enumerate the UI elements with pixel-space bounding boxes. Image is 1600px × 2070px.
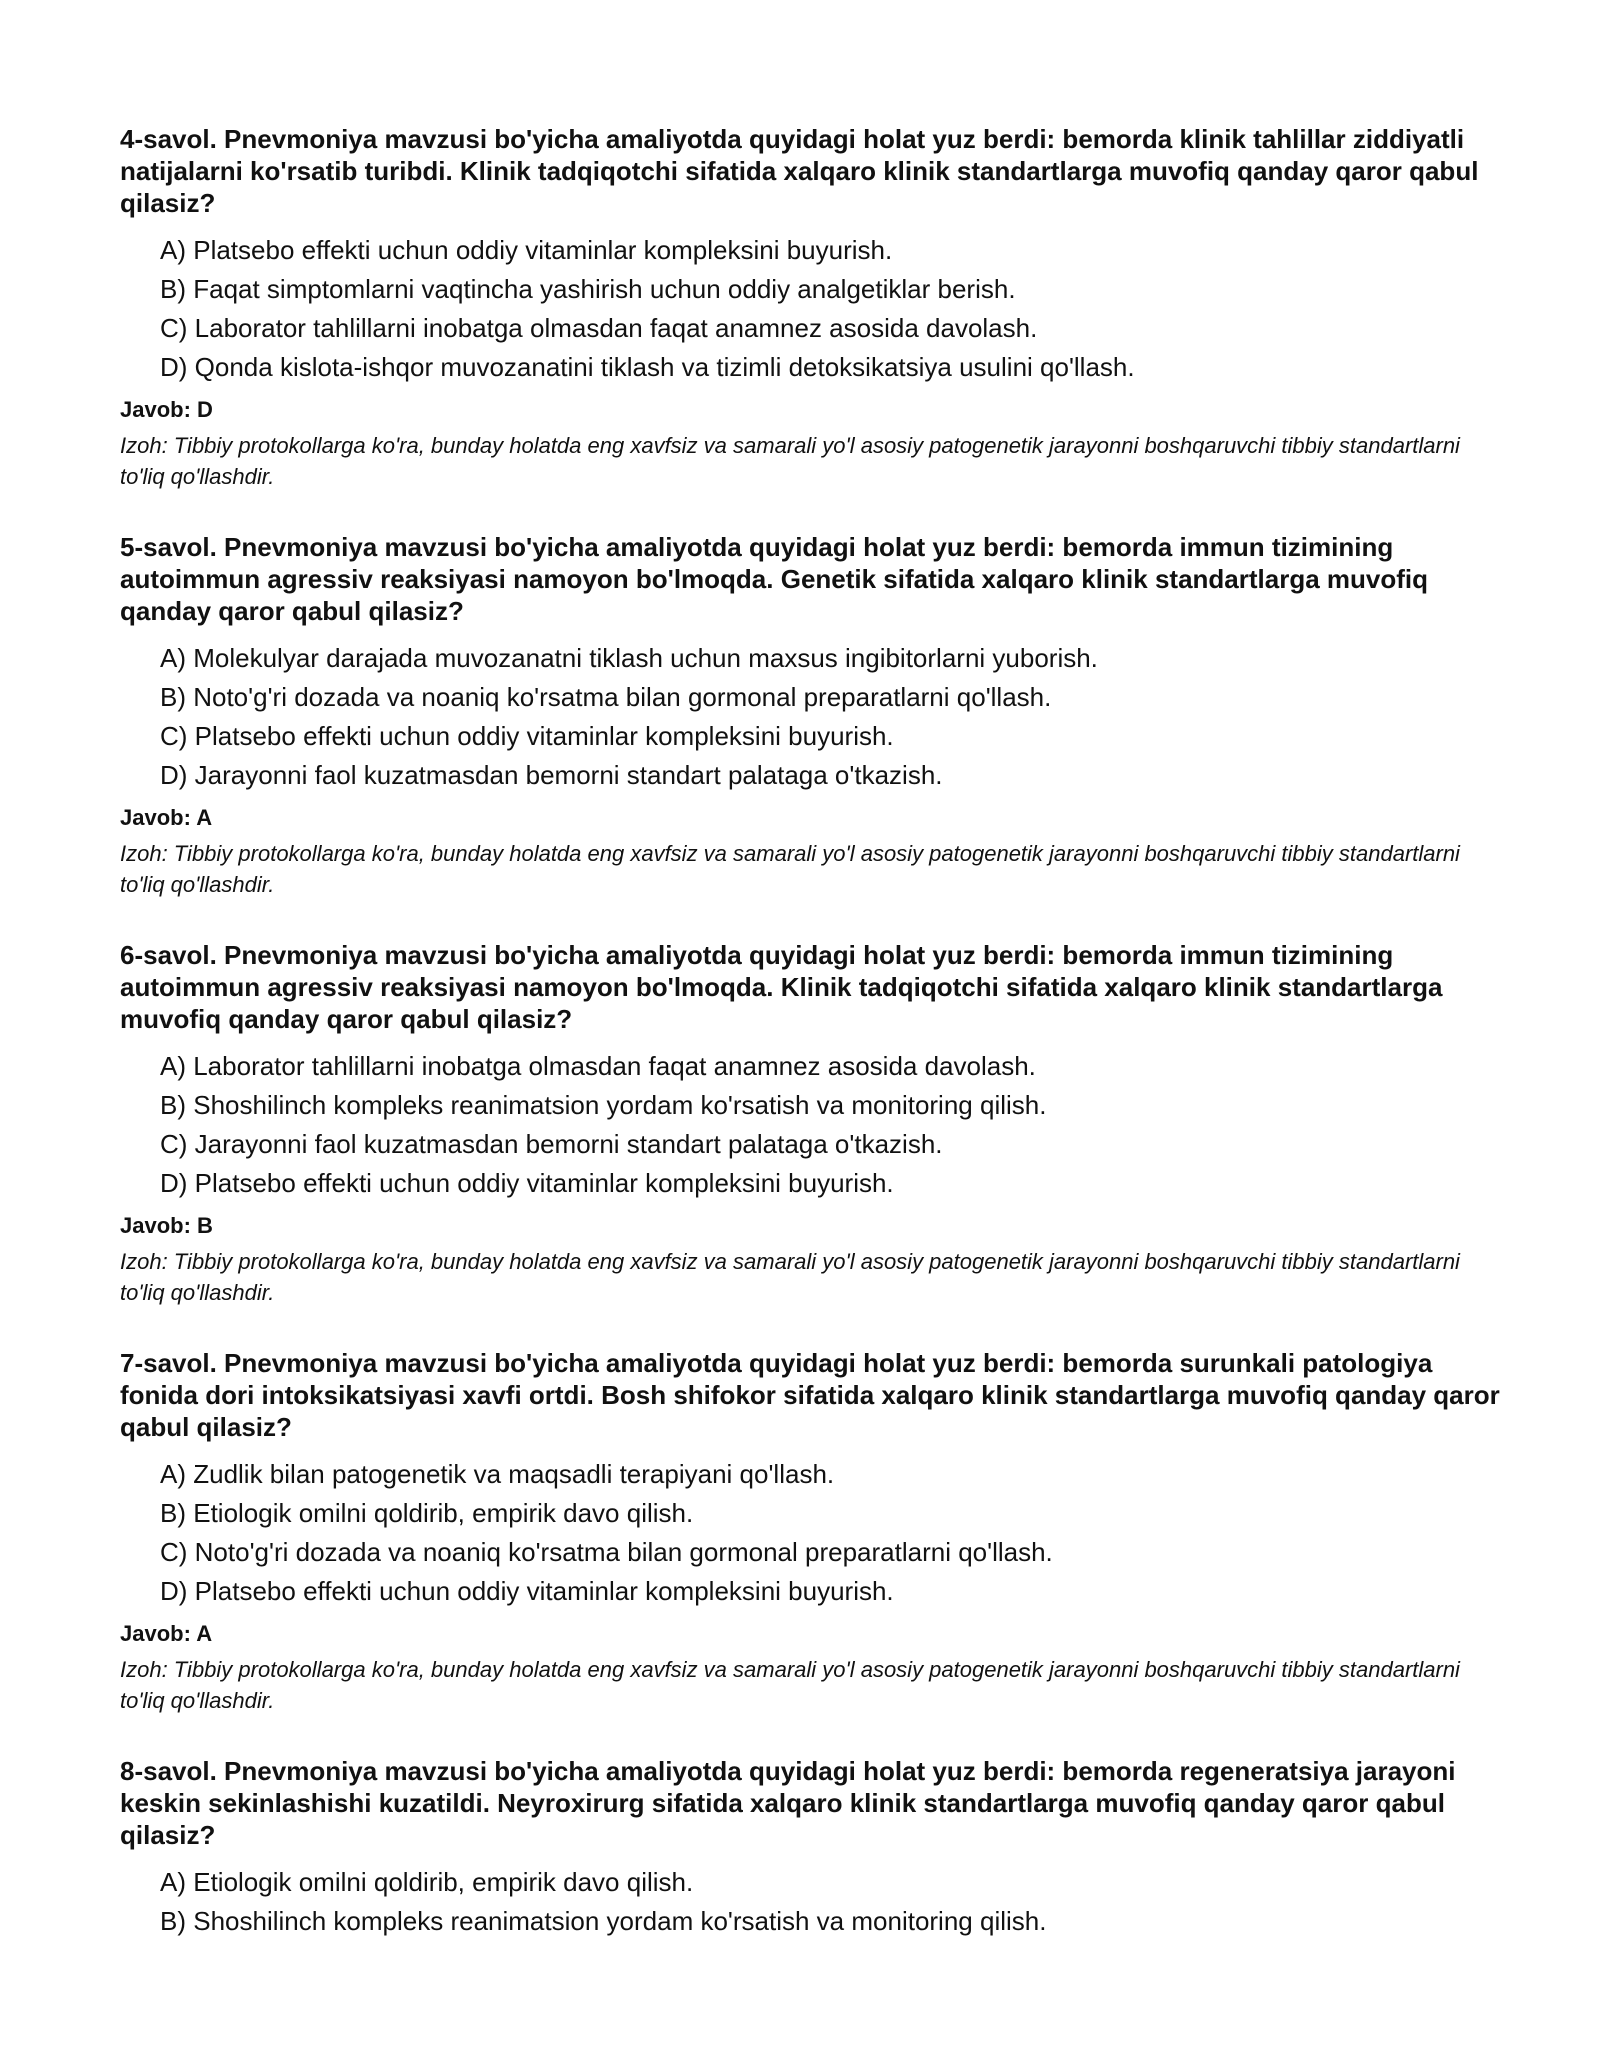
option-list <box>120 231 1500 387</box>
option-c: C) Jarayonni faol kuzatmasdan bemorni standart palataga o'tkazish. <box>160 1129 943 1159</box>
answer-label: Javob: B <box>120 1213 213 1238</box>
option-a: A) Molekulyar darajada muvozanatni tiklash uchun maxsus ingibitorlarni yuborish. <box>160 643 1098 673</box>
explanation-note: Izoh: Tibbiy protokollarga ko'ra, bunday holatda eng xavfsiz va samarali yo'l asosiy patogenetik jarayonni boshqaruvchi tibbiy standartlarni to'liq qo'llashdir. <box>120 1657 1460 1713</box>
option-c: C) Noto'g'ri dozada va noaniq ko'rsatma bilan gormonal preparatlarni qo'llash. <box>160 1537 1053 1567</box>
answer-label: Javob: A <box>120 805 213 830</box>
question-title: 7-savol. Pnevmoniya mavzusi bo'yicha amaliyotda quyidagi holat yuz berdi: bemorda surunkali patologiya fonida dori intoksikatsiyasi xavfi ortdi. Bosh shifokor sifatida xalqaro klinik standartlarga muvofiq qanday qaror qabul qilasiz? <box>120 1348 1500 1442</box>
option-c: C) Laborator tahlillarni inobatga olmasdan faqat anamnez asosida davolash. <box>160 313 1038 343</box>
explanation-note: Izoh: Tibbiy protokollarga ko'ra, bunday holatda eng xavfsiz va samarali yo'l asosiy patogenetik jarayonni boshqaruvchi tibbiy standartlarni to'liq qo'llashdir. <box>120 433 1460 489</box>
option-b: B) Etiologik omilni qoldirib, empirik davo qilish. <box>160 1498 694 1528</box>
option-b: B) Shoshilinch kompleks reanimatsion yordam ko'rsatish va monitoring qilish. <box>160 1906 1047 1936</box>
option-a: A) Laborator tahlillarni inobatga olmasdan faqat anamnez asosida davolash. <box>160 1051 1036 1081</box>
option-a: A) Etiologik omilni qoldirib, empirik davo qilish. <box>160 1867 694 1897</box>
option-a: A) Platsebo effekti uchun oddiy vitaminlar kompleksini buyurish. <box>160 235 893 265</box>
question-title: 6-savol. Pnevmoniya mavzusi bo'yicha amaliyotda quyidagi holat yuz berdi: bemorda immun tizimining autoimmun agressiv reaksiyasi namoyon bo'lmoqda. Klinik tadqiqotchi sifatida xalqaro klinik standartlarga muvofiq qanday qaror qabul qilasiz? <box>120 940 1443 1034</box>
option-d: D) Platsebo effekti uchun oddiy vitaminlar kompleksini buyurish. <box>160 1576 894 1606</box>
option-list <box>120 1455 1500 1611</box>
option-b: B) Shoshilinch kompleks reanimatsion yordam ko'rsatish va monitoring qilish. <box>160 1090 1047 1120</box>
answer-label: Javob: D <box>120 397 213 422</box>
question-title: 8-savol. Pnevmoniya mavzusi bo'yicha amaliyotda quyidagi holat yuz berdi: bemorda regeneratsiya jarayoni keskin sekinlashishi kuzatildi. Neyroxirurg sifatida xalqaro klinik standartlarga muvofiq qanday qaror qabul qilasiz? <box>120 1756 1456 1850</box>
option-list <box>120 1047 1500 1203</box>
document-page <box>120 123 1500 1980</box>
question-title: 4-savol. Pnevmoniya mavzusi bo'yicha amaliyotda quyidagi holat yuz berdi: bemorda klinik tahlillar ziddiyatli natijalarni ko'rsatib turibdi. Klinik tadqiqotchi sifatida xalqaro klinik standartlarga muvofiq qanday qaror qabul qilasiz? <box>120 124 1479 218</box>
option-b: B) Noto'g'ri dozada va noaniq ko'rsatma bilan gormonal preparatlarni qo'llash. <box>160 682 1052 712</box>
option-list <box>120 1863 1500 1941</box>
option-d: D) Jarayonni faol kuzatmasdan bemorni standart palataga o'tkazish. <box>160 760 943 790</box>
option-c: C) Platsebo effekti uchun oddiy vitaminlar kompleksini buyurish. <box>160 721 894 751</box>
question-block <box>120 1347 1500 1716</box>
question-block <box>120 531 1500 900</box>
question-block <box>120 939 1500 1308</box>
option-a: A) Zudlik bilan patogenetik va maqsadli terapiyani qo'llash. <box>160 1459 835 1489</box>
answer-label: Javob: A <box>120 1621 213 1646</box>
question-block <box>120 123 1500 492</box>
option-b: B) Faqat simptomlarni vaqtincha yashirish uchun oddiy analgetiklar berish. <box>160 274 1016 304</box>
explanation-note: Izoh: Tibbiy protokollarga ko'ra, bunday holatda eng xavfsiz va samarali yo'l asosiy patogenetik jarayonni boshqaruvchi tibbiy standartlarni to'liq qo'llashdir. <box>120 841 1460 897</box>
question-title: 5-savol. Pnevmoniya mavzusi bo'yicha amaliyotda quyidagi holat yuz berdi: bemorda immun tizimining autoimmun agressiv reaksiyasi namoyon bo'lmoqda. Genetik sifatida xalqaro klinik standartlarga muvofiq qanday qaror qabul qilasiz? <box>120 532 1429 626</box>
explanation-note: Izoh: Tibbiy protokollarga ko'ra, bunday holatda eng xavfsiz va samarali yo'l asosiy patogenetik jarayonni boshqaruvchi tibbiy standartlarni to'liq qo'llashdir. <box>120 1249 1460 1305</box>
option-d: D) Qonda kislota-ishqor muvozanatini tiklash va tizimli detoksikatsiya usulini qo'llash. <box>160 352 1135 382</box>
question-block <box>120 1755 1500 1941</box>
option-d: D) Platsebo effekti uchun oddiy vitaminlar kompleksini buyurish. <box>160 1168 894 1198</box>
option-list <box>120 639 1500 795</box>
